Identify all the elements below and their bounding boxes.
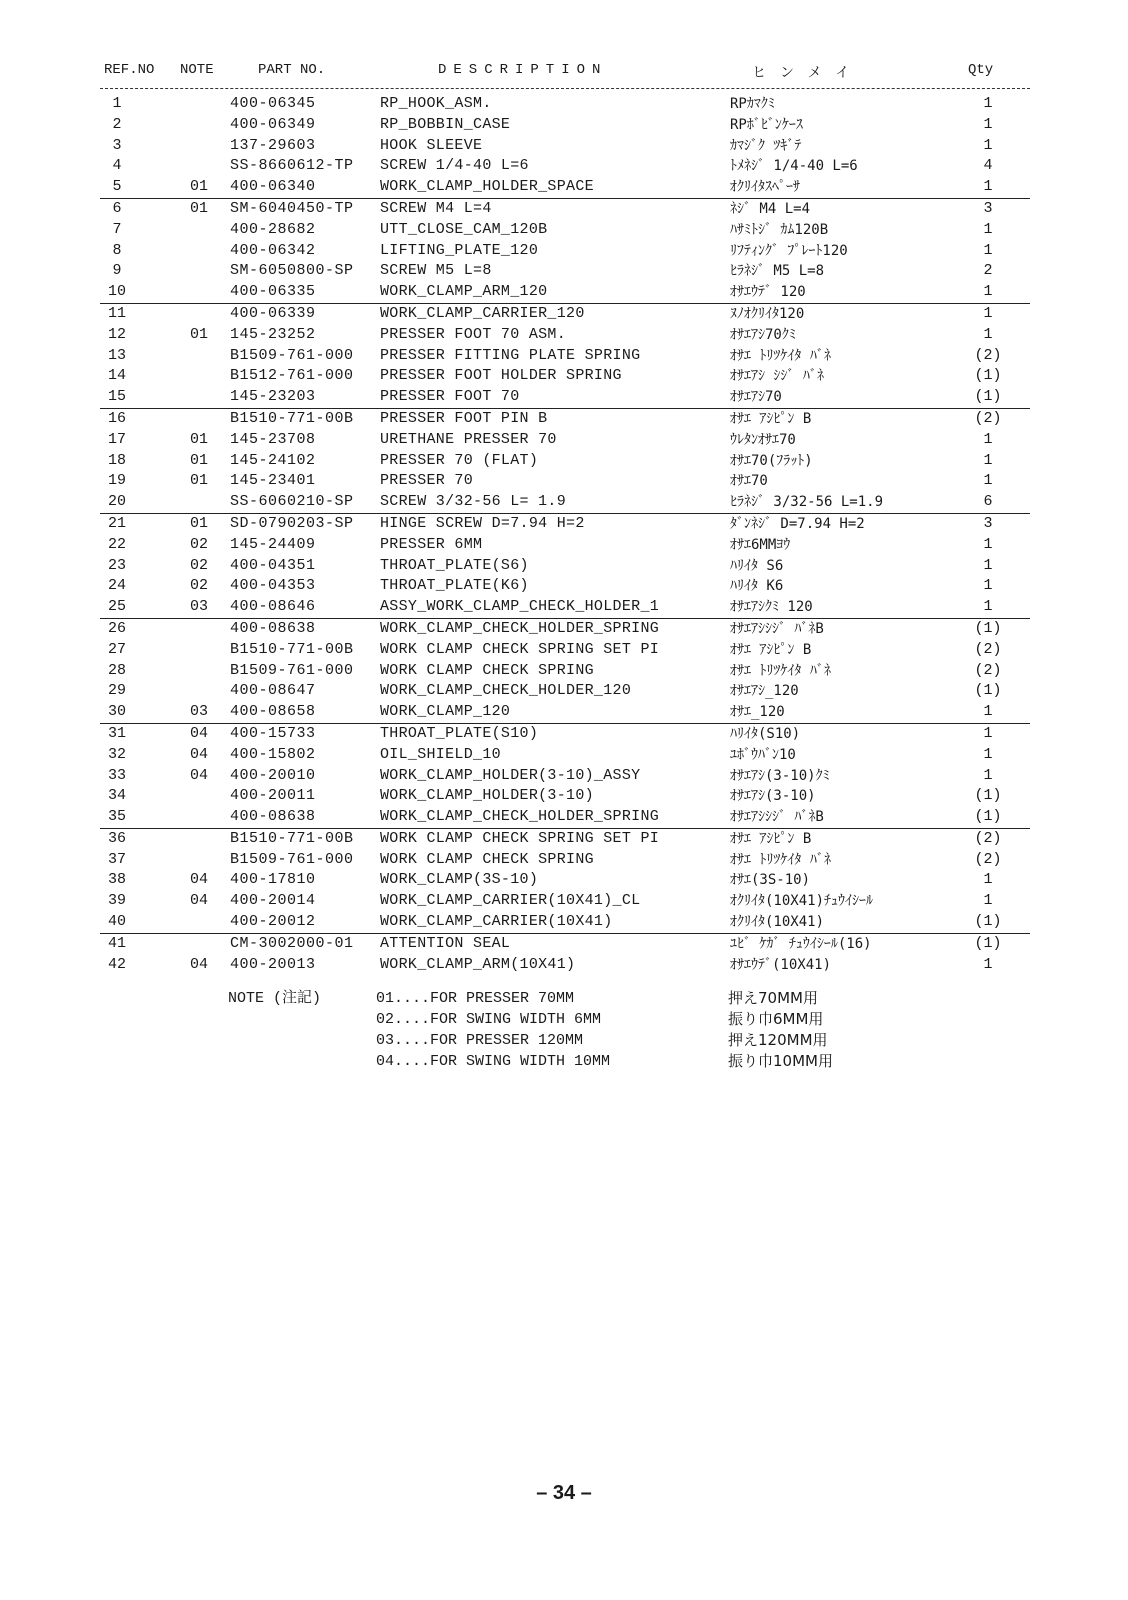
description-cell: WORK_CLAMP_ARM(10X41) bbox=[380, 955, 576, 973]
kana-name-cell: ｵｻｴ_120 bbox=[730, 704, 785, 721]
ref-no-cell: 13 bbox=[107, 346, 126, 364]
note-japanese: 振り巾6MM用 bbox=[728, 1010, 824, 1028]
part-no-cell: 400-06340 bbox=[230, 178, 316, 196]
note-cell: 02 bbox=[190, 535, 209, 553]
part-no-cell: B1509-761-000 bbox=[230, 661, 354, 679]
qty-cell: (1) bbox=[974, 682, 1002, 700]
note-cell: 01 bbox=[190, 451, 209, 469]
part-no-cell: 400-06335 bbox=[230, 283, 316, 301]
description-cell: RP_BOBBIN_CASE bbox=[380, 115, 511, 133]
description-cell: PRESSER 70 bbox=[380, 472, 474, 490]
table-row bbox=[100, 681, 1030, 702]
part-no-cell: B1509-761-000 bbox=[230, 850, 354, 868]
page-number: – 34 – bbox=[536, 1482, 592, 1504]
ref-no-cell: 20 bbox=[107, 493, 126, 511]
part-no-cell: 145-23401 bbox=[230, 472, 316, 490]
qty-cell: 3 bbox=[983, 514, 993, 532]
kana-name-cell: ﾄﾒﾈｼﾞ 1/4-40 L=6 bbox=[730, 158, 858, 175]
note-line bbox=[100, 1030, 1030, 1051]
description-cell: WORK_CLAMP_ARM_120 bbox=[380, 283, 548, 301]
note-cell: 02 bbox=[190, 577, 209, 595]
part-no-cell: 400-28682 bbox=[230, 220, 316, 238]
part-no-cell: 400-06339 bbox=[230, 304, 316, 322]
part-no-cell: 400-08638 bbox=[230, 619, 316, 637]
description-cell: SCREW M5 L=8 bbox=[380, 262, 492, 280]
kana-name-cell: ﾊﾘｲﾀ K6 bbox=[730, 578, 784, 595]
ref-no-cell: 31 bbox=[107, 724, 126, 742]
note-line bbox=[100, 1051, 1030, 1072]
header-description: DESCRIPTION bbox=[438, 62, 608, 78]
description-cell: SCREW 1/4-40 L=6 bbox=[380, 157, 529, 175]
ref-no-cell: 36 bbox=[107, 829, 126, 847]
note-cell: 04 bbox=[190, 766, 209, 784]
table-header bbox=[100, 58, 1030, 89]
qty-cell: 1 bbox=[983, 766, 993, 784]
qty-cell: (2) bbox=[974, 829, 1002, 847]
ref-no-cell: 21 bbox=[107, 514, 126, 532]
ref-no-cell: 5 bbox=[112, 178, 122, 196]
note-cell: 01 bbox=[190, 178, 209, 196]
description-cell: UTT_CLOSE_CAM_120B bbox=[380, 220, 548, 238]
kana-name-cell: ﾕﾎﾞｳﾊﾞﾝ10 bbox=[730, 746, 796, 763]
table-row bbox=[100, 807, 1030, 828]
description-cell: OIL_SHIELD_10 bbox=[380, 745, 501, 763]
part-no-cell: B1510-771-00B bbox=[230, 640, 354, 658]
ref-no-cell: 24 bbox=[107, 577, 126, 595]
ref-no-cell: 4 bbox=[112, 157, 122, 175]
table-row bbox=[100, 576, 1030, 597]
ref-no-cell: 35 bbox=[107, 808, 126, 826]
header-note: NOTE bbox=[180, 62, 214, 78]
table-row bbox=[100, 955, 1030, 976]
header-qty: Qty bbox=[968, 62, 994, 78]
table-row bbox=[100, 828, 1030, 850]
table-row bbox=[100, 115, 1030, 136]
qty-cell: 1 bbox=[983, 892, 993, 910]
part-no-cell: B1509-761-000 bbox=[230, 346, 354, 364]
kana-name-cell: ﾋﾗﾈｼﾞ M5 L=8 bbox=[730, 263, 825, 280]
ref-no-cell: 8 bbox=[112, 241, 122, 259]
ref-no-cell: 32 bbox=[107, 745, 126, 763]
ref-no-cell: 6 bbox=[112, 199, 122, 217]
kana-name-cell: RPｶﾏｸﾐ bbox=[730, 96, 775, 112]
kana-name-cell: ｵｻｴｱｼ ｼｼﾞ ﾊﾞﾈ bbox=[730, 368, 824, 385]
parts-table bbox=[100, 94, 1030, 975]
description-cell: PRESSER FOOT 70 bbox=[380, 388, 520, 406]
ref-no-cell: 30 bbox=[107, 703, 126, 721]
kana-name-cell: ｵｻｴｱｼ70ｸﾐ bbox=[730, 326, 796, 343]
table-row bbox=[100, 891, 1030, 912]
qty-cell: (1) bbox=[974, 619, 1002, 637]
part-no-cell: SS-6060210-SP bbox=[230, 493, 354, 511]
ref-no-cell: 33 bbox=[107, 766, 126, 784]
qty-cell: 1 bbox=[983, 472, 993, 490]
note-cell: 02 bbox=[190, 556, 209, 574]
table-row bbox=[100, 261, 1030, 282]
qty-cell: 1 bbox=[983, 115, 993, 133]
qty-cell: (2) bbox=[974, 409, 1002, 427]
table-row bbox=[100, 346, 1030, 367]
part-no-cell: 400-06342 bbox=[230, 241, 316, 259]
table-row bbox=[100, 156, 1030, 177]
table-row bbox=[100, 661, 1030, 682]
table-row bbox=[100, 766, 1030, 787]
table-row bbox=[100, 745, 1030, 766]
kana-name-cell: ｵｻｴ70 bbox=[730, 473, 768, 490]
description-cell: WORK_CLAMP_CARRIER(10X41)_CL bbox=[380, 892, 641, 910]
ref-no-cell: 17 bbox=[107, 430, 126, 448]
ref-no-cell: 14 bbox=[107, 367, 126, 385]
part-no-cell: 400-06349 bbox=[230, 115, 316, 133]
part-no-cell: SM-6040450-TP bbox=[230, 199, 354, 217]
table-row bbox=[100, 556, 1030, 577]
description-cell: WORK_CLAMP_CARRIER(10X41) bbox=[380, 913, 613, 931]
part-no-cell: 145-24102 bbox=[230, 451, 316, 469]
part-no-cell: 400-17810 bbox=[230, 871, 316, 889]
description-cell: WORK CLAMP CHECK SPRING SET PI bbox=[380, 829, 660, 847]
note-cell: 01 bbox=[190, 514, 209, 532]
ref-no-cell: 18 bbox=[107, 451, 126, 469]
header-kana-name: ヒンメイ bbox=[750, 62, 865, 82]
part-no-cell: 400-08647 bbox=[230, 682, 316, 700]
qty-cell: (2) bbox=[974, 346, 1002, 364]
qty-cell: (1) bbox=[974, 787, 1002, 805]
qty-cell: (2) bbox=[974, 850, 1002, 868]
part-no-cell: B1510-771-00B bbox=[230, 409, 354, 427]
description-cell: URETHANE PRESSER 70 bbox=[380, 430, 557, 448]
qty-cell: (1) bbox=[974, 388, 1002, 406]
qty-cell: 1 bbox=[983, 241, 993, 259]
ref-no-cell: 15 bbox=[107, 388, 126, 406]
ref-no-cell: 12 bbox=[107, 325, 126, 343]
note-cell: 01 bbox=[190, 199, 209, 217]
note-japanese: 押え120MM用 bbox=[728, 1031, 828, 1049]
part-no-cell: 400-04353 bbox=[230, 577, 316, 595]
part-no-cell: SD-0790203-SP bbox=[230, 514, 354, 532]
qty-cell: (2) bbox=[974, 661, 1002, 679]
part-no-cell: 145-23708 bbox=[230, 430, 316, 448]
kana-name-cell: ｵｻｴ ｱｼﾋﾟﾝ B bbox=[730, 641, 812, 658]
note-line bbox=[100, 1009, 1030, 1030]
kana-name-cell: ｵｻｴｱｼ(3-10)ｸﾐ bbox=[730, 767, 830, 784]
part-no-cell: 400-20011 bbox=[230, 787, 316, 805]
table-row bbox=[100, 513, 1030, 535]
qty-cell: 1 bbox=[983, 220, 993, 238]
kana-name-cell: ｵｻｴｱｼｼｼﾞ ﾊﾞﾈB bbox=[730, 620, 824, 637]
qty-cell: 1 bbox=[983, 955, 993, 973]
note-cell: 04 bbox=[190, 955, 209, 973]
ref-no-cell: 22 bbox=[107, 535, 126, 553]
description-cell: THROAT_PLATE(S6) bbox=[380, 556, 529, 574]
part-no-cell: SM-6050800-SP bbox=[230, 262, 354, 280]
qty-cell: 1 bbox=[983, 178, 993, 196]
kana-name-cell: ﾈｼﾞ M4 L=4 bbox=[730, 200, 811, 217]
part-no-cell: 400-08646 bbox=[230, 598, 316, 616]
ref-no-cell: 25 bbox=[107, 598, 126, 616]
kana-name-cell: ｵｸﾘｲﾀ(10X41)ﾁｭｳｲｼｰﾙ bbox=[730, 893, 874, 910]
ref-no-cell: 2 bbox=[112, 115, 122, 133]
table-row bbox=[100, 870, 1030, 891]
ref-no-cell: 10 bbox=[107, 283, 126, 301]
ref-no-cell: 11 bbox=[107, 304, 126, 322]
part-no-cell: 400-06345 bbox=[230, 95, 316, 112]
kana-name-cell: ﾕﾋﾞ ｹｶﾞ ﾁｭｳｲｼｰﾙ(16) bbox=[730, 935, 872, 952]
table-row bbox=[100, 366, 1030, 387]
note-cell: 04 bbox=[190, 745, 209, 763]
table-row bbox=[100, 220, 1030, 241]
qty-cell: 1 bbox=[983, 703, 993, 721]
description-cell: ATTENTION SEAL bbox=[380, 934, 511, 952]
ref-no-cell: 28 bbox=[107, 661, 126, 679]
qty-cell: 1 bbox=[983, 871, 993, 889]
part-no-cell: CM-3002000-01 bbox=[230, 934, 354, 952]
qty-cell: 1 bbox=[983, 430, 993, 448]
description-cell: SCREW 3/32-56 L= 1.9 bbox=[380, 493, 567, 511]
qty-cell: 6 bbox=[983, 493, 993, 511]
table-row bbox=[100, 177, 1030, 198]
note-cell: 04 bbox=[190, 724, 209, 742]
note-cell: 01 bbox=[190, 472, 209, 490]
note-line bbox=[100, 988, 1030, 1009]
kana-name-cell: ｵｻｴ70(ﾌﾗｯﾄ) bbox=[730, 452, 813, 469]
ref-no-cell: 34 bbox=[107, 787, 126, 805]
kana-name-cell: ｶﾏｼﾞｸ ﾂｷﾞﾃ bbox=[730, 137, 802, 154]
kana-name-cell: ﾊﾘｲﾀ S6 bbox=[730, 557, 784, 574]
table-row bbox=[100, 933, 1030, 955]
table-row bbox=[100, 640, 1030, 661]
table-row bbox=[100, 535, 1030, 556]
part-no-cell: 400-15733 bbox=[230, 724, 316, 742]
description-cell: LIFTING_PLATE_120 bbox=[380, 241, 539, 259]
table-row bbox=[100, 241, 1030, 262]
part-no-cell: 145-23203 bbox=[230, 388, 316, 406]
table-row bbox=[100, 282, 1030, 303]
ref-no-cell: 42 bbox=[107, 955, 126, 973]
ref-no-cell: 3 bbox=[112, 136, 122, 154]
table-row bbox=[100, 303, 1030, 325]
part-no-cell: 400-04351 bbox=[230, 556, 316, 574]
qty-cell: 1 bbox=[983, 95, 993, 112]
table-row bbox=[100, 451, 1030, 472]
kana-name-cell: ｳﾚﾀﾝｵｻｴ70 bbox=[730, 431, 796, 448]
note-cell: 04 bbox=[190, 892, 209, 910]
table-row bbox=[100, 325, 1030, 346]
ref-no-cell: 41 bbox=[107, 934, 126, 952]
qty-cell: 1 bbox=[983, 598, 993, 616]
qty-cell: 1 bbox=[983, 745, 993, 763]
note-english: 01....FOR PRESSER 70MM bbox=[376, 990, 575, 1007]
kana-name-cell: ｵｻｴｱｼｸﾐ 120 bbox=[730, 599, 813, 616]
description-cell: PRESSER FITTING PLATE SPRING bbox=[380, 346, 641, 364]
qty-cell: 1 bbox=[983, 535, 993, 553]
kana-name-cell: ﾊｻﾐﾄｼﾞ ｶﾑ120B bbox=[730, 221, 829, 238]
description-cell: PRESSER FOOT 70 ASM. bbox=[380, 325, 567, 343]
kana-name-cell: ﾇﾉｵｸﾘｲﾀ120 bbox=[730, 305, 805, 322]
description-cell: WORK CLAMP CHECK SPRING SET PI bbox=[380, 640, 660, 658]
description-cell: WORK_CLAMP_CARRIER_120 bbox=[380, 304, 585, 322]
ref-no-cell: 39 bbox=[107, 892, 126, 910]
description-cell: WORK_CLAMP_120 bbox=[380, 703, 511, 721]
ref-no-cell: 23 bbox=[107, 556, 126, 574]
description-cell: PRESSER FOOT PIN B bbox=[380, 409, 548, 427]
description-cell: RP_HOOK_ASM. bbox=[380, 95, 492, 112]
table-row bbox=[100, 408, 1030, 430]
note-cell: 03 bbox=[190, 703, 209, 721]
header-part-no: PART NO. bbox=[258, 62, 326, 78]
kana-name-cell: ｵｻｴｳﾃﾞ(10X41) bbox=[730, 956, 832, 973]
description-cell: WORK_CLAMP_CHECK_HOLDER_SPRING bbox=[380, 808, 660, 826]
qty-cell: 1 bbox=[983, 724, 993, 742]
note-japanese: 振り巾10MM用 bbox=[728, 1052, 833, 1070]
kana-name-cell: RPﾎﾞﾋﾞﾝｹｰｽ bbox=[730, 116, 803, 133]
description-cell: WORK_CLAMP_CHECK_HOLDER_120 bbox=[380, 682, 632, 700]
part-no-cell: 145-24409 bbox=[230, 535, 316, 553]
kana-name-cell: ｵｻｴｱｼ70 bbox=[730, 389, 782, 406]
part-no-cell: 400-20010 bbox=[230, 766, 316, 784]
ref-no-cell: 37 bbox=[107, 850, 126, 868]
table-row bbox=[100, 912, 1030, 933]
ref-no-cell: 27 bbox=[107, 640, 126, 658]
kana-name-cell: ﾀﾞﾝﾈｼﾞ D=7.94 H=2 bbox=[730, 515, 865, 532]
kana-name-cell: ｵｻｴｱｼｼｼﾞ ﾊﾞﾈB bbox=[730, 809, 824, 826]
part-no-cell: 400-08638 bbox=[230, 808, 316, 826]
description-cell: WORK_CLAMP_HOLDER(3-10) bbox=[380, 787, 594, 805]
kana-name-cell: ﾘﾌﾃｨﾝｸﾞ ﾌﾟﾚｰﾄ120 bbox=[730, 242, 848, 259]
part-no-cell: 400-20012 bbox=[230, 913, 316, 931]
description-cell: WORK_CLAMP_HOLDER(3-10)_ASSY bbox=[380, 766, 641, 784]
ref-no-cell: 7 bbox=[112, 220, 122, 238]
part-no-cell: 145-23252 bbox=[230, 325, 316, 343]
part-no-cell: 400-20013 bbox=[230, 955, 316, 973]
part-no-cell: B1510-771-00B bbox=[230, 829, 354, 847]
description-cell: SCREW M4 L=4 bbox=[380, 199, 492, 217]
notes-section bbox=[100, 988, 1030, 1072]
table-row bbox=[100, 597, 1030, 618]
description-cell: THROAT_PLATE(S10) bbox=[380, 724, 539, 742]
note-cell: 01 bbox=[190, 430, 209, 448]
table-row bbox=[100, 136, 1030, 157]
kana-name-cell: ｵｸﾘｲﾀ(10X41) bbox=[730, 914, 825, 931]
qty-cell: 1 bbox=[983, 136, 993, 154]
table-row bbox=[100, 94, 1030, 115]
part-no-cell: SS-8660612-TP bbox=[230, 157, 354, 175]
note-cell: 01 bbox=[190, 325, 209, 343]
kana-name-cell: ﾋﾗﾈｼﾞ 3/32-56 L=1.9 bbox=[730, 494, 884, 511]
description-cell: WORK CLAMP CHECK SPRING bbox=[380, 850, 594, 868]
kana-name-cell: ｵｻｴｳﾃﾞ 120 bbox=[730, 284, 806, 301]
description-cell: ASSY_WORK_CLAMP_CHECK_HOLDER_1 bbox=[380, 598, 660, 616]
qty-cell: (1) bbox=[974, 934, 1002, 952]
ref-no-cell: 29 bbox=[107, 682, 126, 700]
kana-name-cell: ｵｻｴｱｼ_120 bbox=[730, 683, 799, 700]
ref-no-cell: 38 bbox=[107, 871, 126, 889]
ref-no-cell: 19 bbox=[107, 472, 126, 490]
table-row bbox=[100, 430, 1030, 451]
qty-cell: 4 bbox=[983, 157, 993, 175]
table-row bbox=[100, 618, 1030, 640]
table-row bbox=[100, 723, 1030, 745]
qty-cell: 3 bbox=[983, 199, 993, 217]
description-cell: THROAT_PLATE(K6) bbox=[380, 577, 529, 595]
part-no-cell: B1512-761-000 bbox=[230, 367, 354, 385]
description-cell: PRESSER 70 (FLAT) bbox=[380, 451, 539, 469]
description-cell: HINGE SCREW D=7.94 H=2 bbox=[380, 514, 585, 532]
part-no-cell: 137-29603 bbox=[230, 136, 316, 154]
note-english: 04....FOR SWING WIDTH 10MM bbox=[376, 1053, 611, 1070]
kana-name-cell: ｵｻｴｱｼ(3-10) bbox=[730, 788, 816, 805]
notes-label: NOTE (注記) bbox=[228, 990, 322, 1007]
qty-cell: (1) bbox=[974, 808, 1002, 826]
header-ref-no: REF.NO bbox=[104, 62, 155, 78]
table-row bbox=[100, 471, 1030, 492]
qty-cell: 1 bbox=[983, 283, 993, 301]
note-japanese: 押え70MM用 bbox=[728, 989, 818, 1007]
qty-cell: 1 bbox=[983, 577, 993, 595]
description-cell: WORK_CLAMP_CHECK_HOLDER_SPRING bbox=[380, 619, 660, 637]
table-row bbox=[100, 198, 1030, 220]
kana-name-cell: ｵｸﾘｲﾀｽﾍﾟｰｻ bbox=[730, 179, 800, 196]
kana-name-cell: ｵｻｴ6MMﾖｳ bbox=[730, 536, 791, 553]
kana-name-cell: ｵｻｴ(3S-10) bbox=[730, 872, 811, 889]
qty-cell: (2) bbox=[974, 640, 1002, 658]
qty-cell: 1 bbox=[983, 451, 993, 469]
description-cell: WORK CLAMP CHECK SPRING bbox=[380, 661, 594, 679]
table-row bbox=[100, 850, 1030, 871]
description-cell: HOOK SLEEVE bbox=[380, 136, 483, 154]
description-cell: PRESSER 6MM bbox=[380, 535, 483, 553]
description-cell: PRESSER FOOT HOLDER SPRING bbox=[380, 367, 622, 385]
qty-cell: 1 bbox=[983, 556, 993, 574]
ref-no-cell: 16 bbox=[107, 409, 126, 427]
qty-cell: (1) bbox=[974, 913, 1002, 931]
qty-cell: 1 bbox=[983, 304, 993, 322]
note-cell: 03 bbox=[190, 598, 209, 616]
kana-name-cell: ｵｻｴ ﾄﾘﾂｹｲﾀ ﾊﾞﾈ bbox=[730, 662, 831, 679]
ref-no-cell: 9 bbox=[112, 262, 122, 280]
kana-name-cell: ｵｻｴ ﾄﾘﾂｹｲﾀ ﾊﾞﾈ bbox=[730, 347, 831, 364]
ref-no-cell: 1 bbox=[112, 95, 122, 112]
note-cell: 04 bbox=[190, 871, 209, 889]
ref-no-cell: 40 bbox=[107, 913, 126, 931]
description-cell: WORK_CLAMP(3S-10) bbox=[380, 871, 539, 889]
part-no-cell: 400-15802 bbox=[230, 745, 316, 763]
kana-name-cell: ｵｻｴ ｱｼﾋﾟﾝ B bbox=[730, 410, 812, 427]
ref-no-cell: 26 bbox=[107, 619, 126, 637]
part-no-cell: 400-08658 bbox=[230, 703, 316, 721]
qty-cell: 1 bbox=[983, 325, 993, 343]
qty-cell: (1) bbox=[974, 367, 1002, 385]
table-row bbox=[100, 786, 1030, 807]
table-row bbox=[100, 387, 1030, 408]
kana-name-cell: ｵｻｴ ｱｼﾋﾟﾝ B bbox=[730, 830, 812, 847]
kana-name-cell: ｵｻｴ ﾄﾘﾂｹｲﾀ ﾊﾞﾈ bbox=[730, 851, 831, 868]
note-english: 03....FOR PRESSER 120MM bbox=[376, 1032, 584, 1049]
kana-name-cell: ﾊﾘｲﾀ(S10) bbox=[730, 725, 801, 742]
table-row bbox=[100, 702, 1030, 723]
description-cell: WORK_CLAMP_HOLDER_SPACE bbox=[380, 178, 594, 196]
note-english: 02....FOR SWING WIDTH 6MM bbox=[376, 1011, 602, 1028]
table-row bbox=[100, 492, 1030, 513]
part-no-cell: 400-20014 bbox=[230, 892, 316, 910]
qty-cell: 2 bbox=[983, 262, 993, 280]
